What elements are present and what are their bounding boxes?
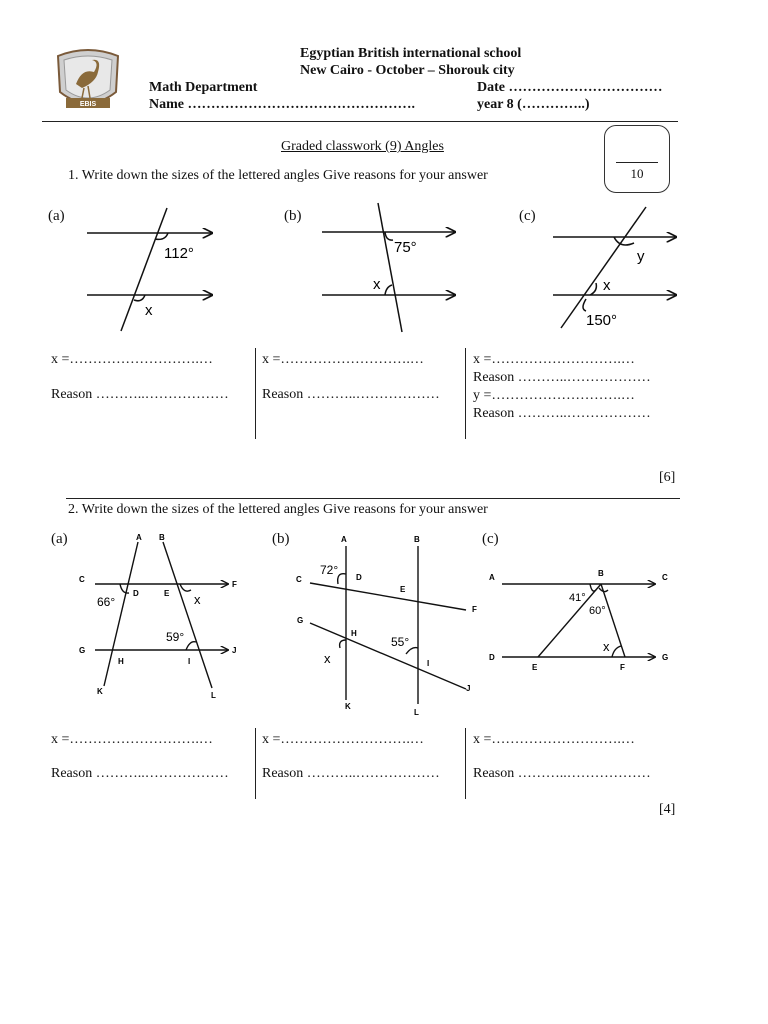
q1-column-divider-2 bbox=[465, 348, 466, 439]
q1a-label: (a) bbox=[48, 208, 65, 224]
page-title: Graded classwork (9) Angles bbox=[281, 139, 444, 154]
q2a-pt-g: G bbox=[79, 646, 86, 655]
q2a-label: (a) bbox=[51, 531, 68, 547]
q1c-figure bbox=[553, 207, 676, 328]
q1a-arc-x bbox=[134, 295, 145, 301]
score-total: 10 bbox=[630, 166, 644, 181]
q1c-transversal bbox=[561, 207, 646, 328]
q2-column-divider-2 bbox=[465, 728, 466, 799]
q2c-angle-60: 60° bbox=[589, 605, 606, 617]
q1a-var-x: x bbox=[145, 302, 153, 319]
q2c-pt-a: A bbox=[489, 573, 495, 582]
q1c-arc-150 bbox=[583, 299, 586, 311]
q1-prompt: 1. Write down the sizes of the lettered angles Give reasons for your answer bbox=[68, 168, 488, 183]
q2a-pt-b: B bbox=[159, 533, 165, 542]
q2a-x-answer[interactable]: x =……………………….… bbox=[51, 732, 213, 747]
q2a-pt-d: D bbox=[133, 589, 139, 598]
q2c-pt-g: G bbox=[662, 653, 669, 662]
q2c-var-x: x bbox=[603, 639, 610, 654]
q2b-label: (b) bbox=[272, 531, 290, 547]
q1c-reason2-answer[interactable]: Reason ………..……………… bbox=[473, 406, 651, 421]
student-name-field[interactable]: Name …………………………………………. bbox=[149, 97, 415, 112]
q2c-arc-x bbox=[612, 646, 621, 657]
q2a-pt-k: K bbox=[97, 687, 103, 696]
score-fraction-bar bbox=[616, 162, 658, 163]
q2a-arc-x bbox=[180, 584, 191, 591]
q2b-x-answer[interactable]: x =……………………….… bbox=[262, 732, 424, 747]
q2c-pt-e: E bbox=[532, 663, 538, 672]
q2c-pt-b: B bbox=[598, 569, 604, 578]
q2a-line-bl bbox=[163, 542, 212, 688]
q2c-pt-d: D bbox=[489, 653, 495, 662]
q2a-pt-c: C bbox=[79, 575, 85, 584]
q2b-reason-answer[interactable]: Reason ………..……………… bbox=[262, 766, 440, 781]
score-box[interactable] bbox=[604, 125, 670, 193]
q2a-figure bbox=[95, 542, 228, 688]
q2-diagrams bbox=[0, 528, 768, 720]
school-name: Egyptian British international school bbox=[300, 46, 522, 61]
q2a-angle-59: 59° bbox=[166, 630, 185, 644]
q2b-pt-h: H bbox=[351, 629, 357, 638]
q1-marks: [6] bbox=[659, 470, 676, 485]
q1c-var-y: y bbox=[637, 248, 645, 265]
q2b-pt-g: G bbox=[297, 616, 304, 625]
q1b-figure bbox=[322, 203, 455, 332]
q1a-reason-answer[interactable]: Reason ………..……………… bbox=[51, 387, 229, 402]
q2a-pt-l: L bbox=[211, 691, 216, 700]
q2c-arc-41 bbox=[590, 584, 596, 591]
department: Math Department bbox=[149, 80, 258, 95]
q1b-angle-75: 75° bbox=[394, 239, 417, 256]
q2b-angle-72: 72° bbox=[320, 563, 339, 577]
logo-text: EBIS bbox=[79, 101, 97, 108]
q2a-pt-j: J bbox=[232, 646, 237, 655]
header-divider bbox=[42, 121, 678, 122]
q2c-label: (c) bbox=[482, 531, 499, 547]
q2c-x-answer[interactable]: x =……………………….… bbox=[473, 732, 635, 747]
q2c-angle-41: 41° bbox=[569, 592, 586, 604]
q2-prompt: 2. Write down the sizes of the lettered angles Give reasons for your answer bbox=[68, 502, 488, 517]
q1b-arc-x bbox=[385, 285, 392, 295]
q1c-label: (c) bbox=[519, 208, 536, 224]
q2a-reason-answer[interactable]: Reason ………..……………… bbox=[51, 766, 229, 781]
q2b-line-cf bbox=[310, 583, 466, 610]
q1-diagrams bbox=[0, 195, 768, 340]
school-city: New Cairo - October – Shorouk city bbox=[300, 63, 515, 78]
q2a-pt-f: F bbox=[232, 580, 237, 589]
q2b-pt-l: L bbox=[414, 708, 419, 717]
q1b-var-x: x bbox=[373, 276, 381, 293]
q2a-pt-e: E bbox=[164, 589, 170, 598]
year-field[interactable]: year 8 (…………..) bbox=[477, 97, 590, 112]
q1b-arc-75 bbox=[385, 232, 393, 240]
q2a-pt-i: I bbox=[188, 657, 191, 666]
q2b-pt-e: E bbox=[400, 585, 406, 594]
school-logo bbox=[52, 48, 124, 114]
q2c-pt-f: F bbox=[620, 663, 625, 672]
q2b-angle-55: 55° bbox=[391, 635, 410, 649]
q2b-pt-j: J bbox=[466, 684, 471, 693]
q2c-reason-answer[interactable]: Reason ………..……………… bbox=[473, 766, 651, 781]
q1-divider bbox=[66, 498, 680, 499]
q2a-arc-59 bbox=[186, 642, 196, 650]
q2b-pt-f: F bbox=[472, 605, 477, 614]
q2b-var-x: x bbox=[324, 651, 331, 666]
q2a-pt-h: H bbox=[118, 657, 124, 666]
q1b-reason-answer[interactable]: Reason ………..……………… bbox=[262, 387, 440, 402]
q1-column-divider-1 bbox=[255, 348, 256, 439]
q2b-pt-k: K bbox=[345, 702, 351, 711]
q1b-transversal bbox=[378, 203, 402, 332]
q1a-transversal bbox=[121, 208, 167, 331]
q2a-var-x: x bbox=[194, 592, 201, 607]
q2b-line-gj bbox=[310, 623, 466, 689]
q1b-x-answer[interactable]: x =……………………….… bbox=[262, 352, 424, 367]
q1c-x-answer[interactable]: x =……………………….… bbox=[473, 352, 635, 367]
q2a-angle-66: 66° bbox=[97, 595, 116, 609]
date-field[interactable]: Date …………………………… bbox=[477, 80, 663, 95]
q1c-reason1-answer[interactable]: Reason ………..……………… bbox=[473, 370, 651, 385]
q2b-arc-x bbox=[340, 640, 346, 648]
q2b-pt-d: D bbox=[356, 573, 362, 582]
q2a-pt-a: A bbox=[136, 533, 142, 542]
q1c-y-answer[interactable]: y =……………………….… bbox=[473, 388, 635, 403]
q2b-pt-i: I bbox=[427, 659, 430, 668]
q1b-label: (b) bbox=[284, 208, 302, 224]
q2b-pt-a: A bbox=[341, 535, 347, 544]
q2b-arc-72 bbox=[338, 574, 346, 584]
q1c-angle-150: 150° bbox=[586, 312, 618, 329]
q2-marks: [4] bbox=[659, 802, 676, 817]
q2c-pt-c: C bbox=[662, 573, 668, 582]
q1a-x-answer[interactable]: x =……………………….… bbox=[51, 352, 213, 367]
q1a-angle-112: 112° bbox=[164, 245, 194, 262]
q2-column-divider-1 bbox=[255, 728, 256, 799]
q1c-var-x: x bbox=[603, 277, 611, 294]
q2b-pt-c: C bbox=[296, 575, 302, 584]
q2b-pt-b: B bbox=[414, 535, 420, 544]
